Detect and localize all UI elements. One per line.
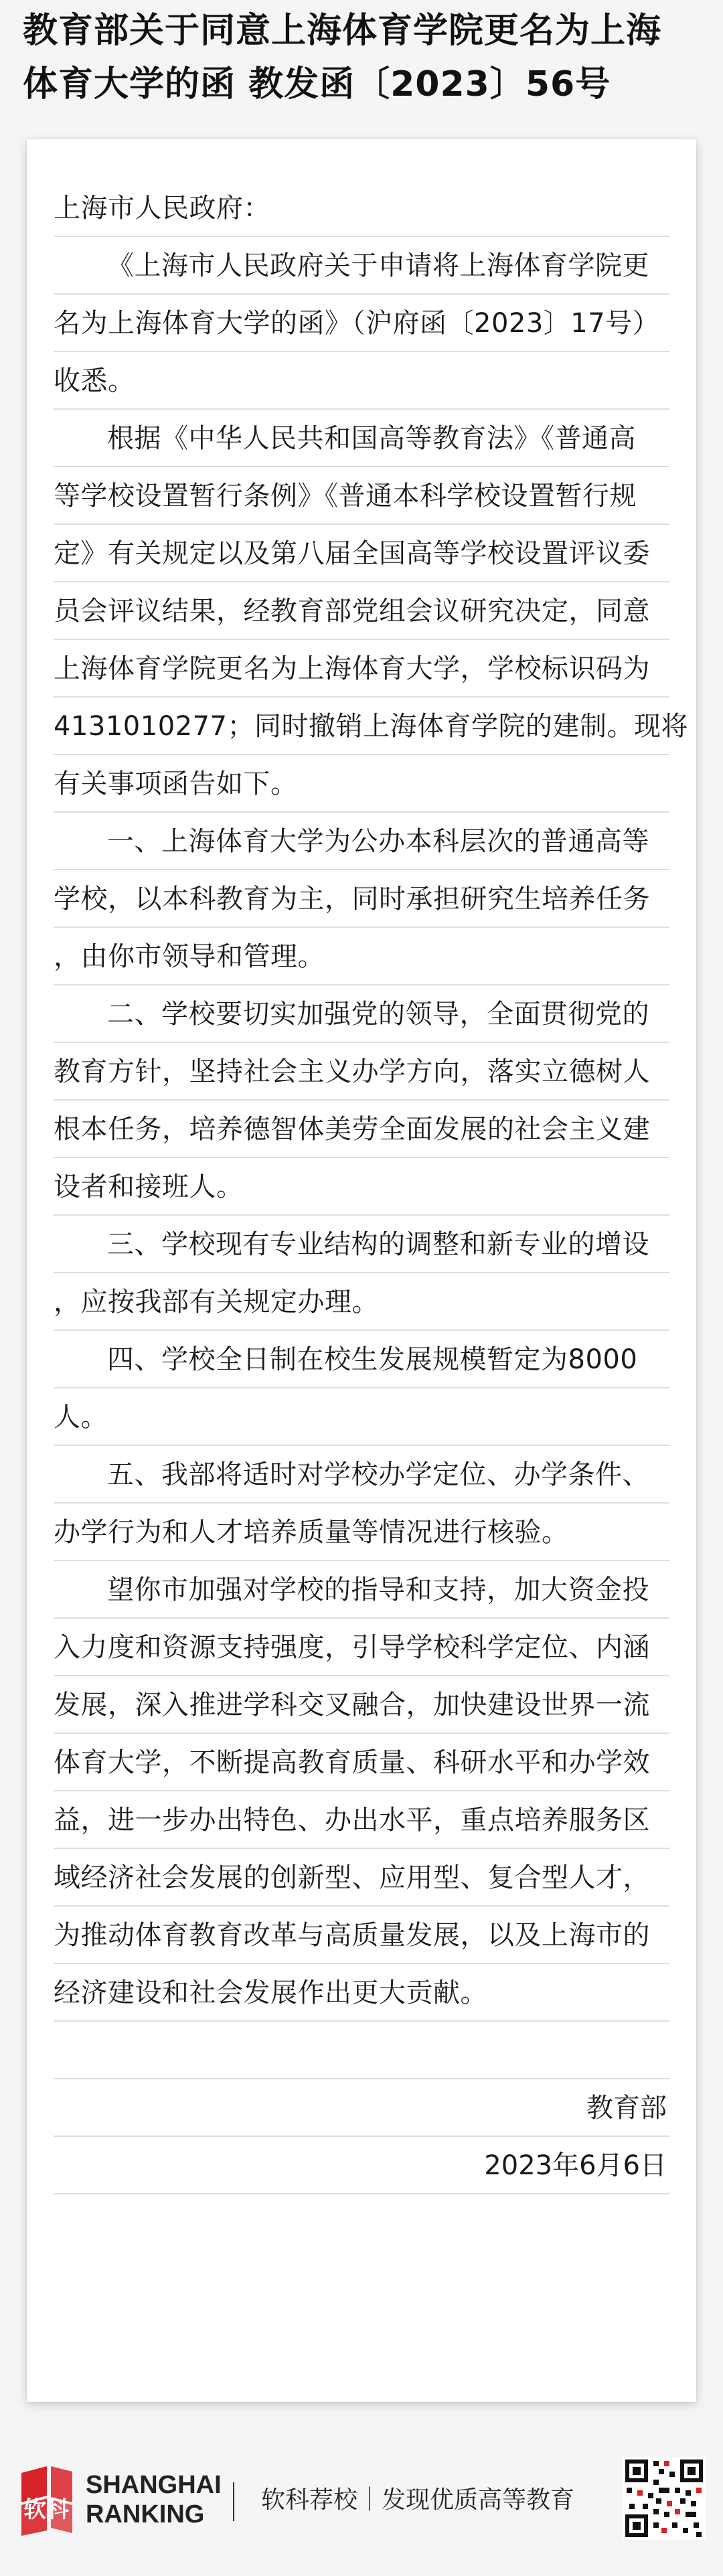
intro-paragraph: [54, 237, 669, 410]
logo-char: 软科: [23, 2496, 69, 2523]
item-5-paragraph: [54, 1446, 669, 1561]
footer-slogan: 软科荐校｜发现优质高等教育: [261, 2486, 575, 2514]
text-line: 人。: [54, 1402, 108, 1433]
item-4-paragraph: [54, 1331, 669, 1446]
text-line: ，应按我部有关规定办理。: [54, 1287, 379, 1317]
text-line: 员会评议结果，经教育部党组会议研究决定，同意: [54, 596, 650, 627]
text-line: 学校，以本科教育为主，同时承担研究生培养任务: [54, 884, 650, 914]
letter-paper: [27, 139, 696, 2402]
text-line: 教育方针，坚持社会主义办学方向，落实立德树人: [54, 1056, 650, 1087]
text-line: 根本任务，培养德智体美劳全面发展的社会主义建: [54, 1114, 650, 1145]
text-line: 收悉。: [54, 366, 135, 396]
text-line: 二、学校要切实加强党的领导，全面贯彻党的: [107, 999, 649, 1030]
title-line-1: 教育部关于同意上海体育学院更名为上海: [23, 11, 662, 51]
text-line: 设者和接班人。: [54, 1172, 244, 1202]
text-line: 四、学校全日制在校生发展规模暂定为8000: [107, 1344, 638, 1375]
logo-line-2: RANKING: [86, 2500, 205, 2528]
text-line: 发展，深入推进学科交叉融合，加快建设世界一流: [54, 1690, 650, 1720]
text-line: 定》有关规定以及第八届全国高等学校设置评议委: [54, 538, 650, 569]
item-3-paragraph: [54, 1216, 669, 1331]
page-title: [23, 4, 706, 111]
text-line: 经济建设和社会发展作出更大贡献。: [54, 1978, 487, 2008]
text-line: 《上海市人民政府关于申请将上海体育学院更: [107, 250, 649, 281]
text-line: 五、我部将适时对学校办学定位、办学条件、: [107, 1459, 649, 1490]
title-line-2: 体育大学的函 教发函〔2023〕56号: [23, 64, 611, 104]
text-line: 为推动体育教育改革与高质量发展，以及上海市的: [54, 1920, 650, 1951]
text-line: 一、上海体育大学为公办本科层次的普通高等: [107, 826, 649, 857]
text-line: 体育大学，不断提高教育质量、科研水平和办学效: [54, 1747, 650, 1778]
salutation: [54, 179, 669, 237]
text-line: 等学校设置暂行条例》《普通本科学校设置暂行规: [54, 481, 637, 511]
text-line: 益，进一步办出特色、办出水平，重点培养服务区: [54, 1805, 650, 1836]
logo-wordmark: [86, 2470, 222, 2529]
text-line: 望你市加强对学校的指导和支持，加大资金投: [107, 1575, 649, 1605]
letter-body: [54, 179, 688, 2194]
text-line: 域经济社会发展的创新型、应用型、复合型人才，: [54, 1862, 650, 1893]
basis-paragraph: [54, 410, 688, 813]
item-1-paragraph: [54, 813, 669, 985]
signer: 教育部: [54, 2079, 669, 2137]
text-line: 上海体育学院更名为上海体育大学，学校标识码为: [54, 653, 650, 684]
footer-divider: [233, 2482, 234, 2521]
item-2-paragraph: [54, 985, 669, 1216]
text-line: 办学行为和人才培养质量等情况进行核验。: [54, 1517, 569, 1548]
text-line: 根据《中华人民共和国高等教育法》《普通高: [107, 423, 636, 454]
text-line: 4131010277；同时撤销上海体育学院的建制。现将: [54, 711, 688, 742]
text-line: 入力度和资源支持强度，引导学校科学定位、内涵: [54, 1632, 650, 1663]
text-line: 名为上海体育大学的函》（沪府函〔2023〕17号）: [54, 308, 660, 339]
logo-line-1: SHANGHAI: [86, 2471, 222, 2499]
footer: [0, 2423, 723, 2576]
qr-code-icon[interactable]: [623, 2457, 706, 2540]
blank-ruled-line: [54, 2022, 669, 2079]
shanghai-ranking-logo-icon: [16, 2464, 76, 2537]
text-line: 有关事项函告如下。: [54, 769, 298, 799]
text-line: ，由你市领导和管理。: [54, 941, 325, 972]
text-line: 三、学校现有专业结构的调整和新专业的增设: [107, 1229, 649, 1260]
salutation-text: 上海市人民政府：: [54, 193, 270, 224]
letter-date: 2023年6月6日: [54, 2137, 669, 2194]
closing-paragraph: [54, 1561, 669, 2022]
